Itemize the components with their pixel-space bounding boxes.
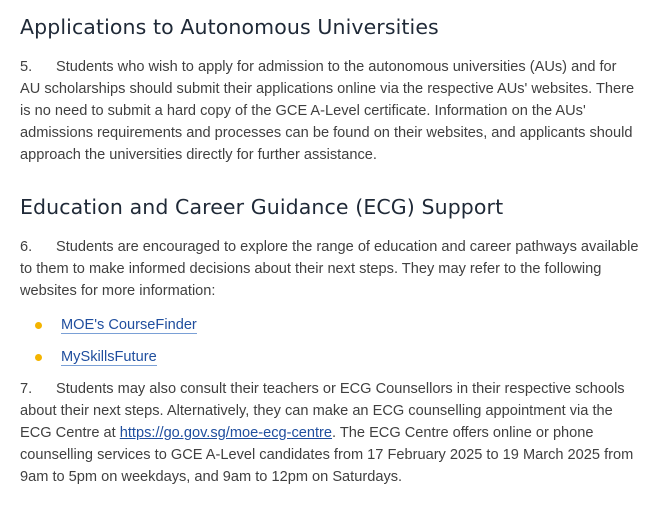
- section-title-autonomous-universities: Applications to Autonomous Universities: [20, 15, 439, 39]
- paragraph-7: [20, 378, 640, 488]
- bullet-dot-icon: [35, 322, 42, 329]
- paragraph-number: 7.: [20, 381, 33, 397]
- coursefinder-link[interactable]: MOE's CourseFinder: [61, 317, 197, 333]
- paragraph-6: [20, 236, 640, 302]
- paragraph-text: Students may also consult their teachers or ECG Counsellors in their respective schools about their next steps. Alternatively, they can make an ECG counselling appointment via the ECG Centre at: [20, 381, 625, 441]
- ecg-centre-link[interactable]: https://go.gov.sg/moe-ecg-centre: [119, 425, 333, 441]
- paragraph-text-continued: . The ECG Centre offers online or phone counselling services to GCE A-Level candidates from 17 February 2025 to 19 March 2025 from 9am to 5pm on weekdays, and 9am to 12pm on Saturdays.: [20, 425, 634, 485]
- paragraph-text: Students who wish to apply for admission to the autonomous universities (AUs) and for AU scholarships should submit their applications online via the respective AUs' websites. There is no need to submit a hard copy of the GCE A-Level certificate. Information on the AUs' admissions requirements and processes can be found on their websites, and applicants should approach the universities directly for further assistance.: [20, 59, 635, 163]
- bullet-dot-icon: [35, 354, 42, 361]
- paragraph-number: 5.: [20, 59, 33, 75]
- list-item: [20, 314, 640, 336]
- paragraph-number: 6.: [20, 239, 33, 255]
- section-title-ecg-support: Education and Career Guidance (ECG) Support: [20, 195, 504, 219]
- list-item: [20, 346, 640, 368]
- resource-link-list: [20, 314, 640, 368]
- myskillsfuture-link[interactable]: MySkillsFuture: [61, 349, 157, 365]
- paragraph-text: Students are encouraged to explore the range of education and career pathways available to them to make informed decisions about their next steps. They may refer to the following websites for more information:: [20, 239, 639, 299]
- paragraph-5: [20, 56, 640, 166]
